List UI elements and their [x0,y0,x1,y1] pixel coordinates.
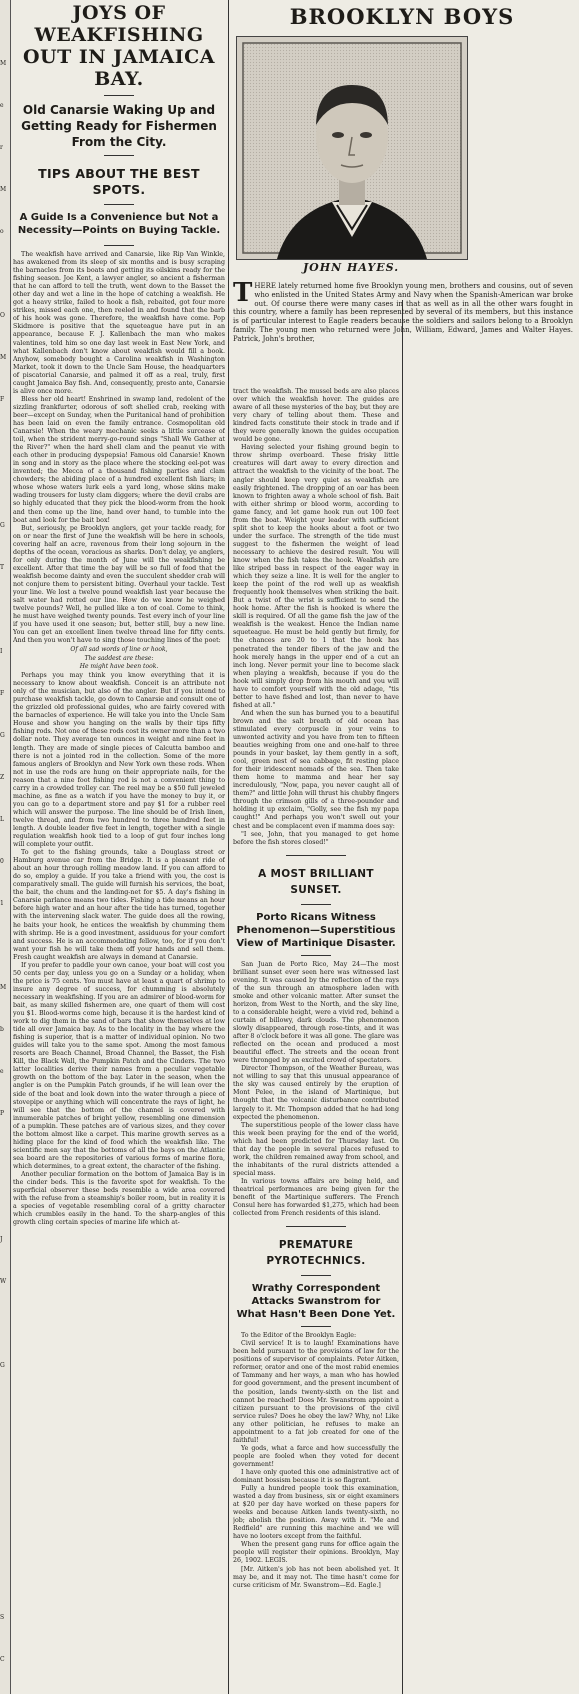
margin-letter: C [0,1656,5,1663]
paragraph: To the Editor of the Brooklyn Eagle: [241,1332,357,1340]
divider [104,245,134,246]
paragraph: Bless her old heart! Enshrined in swamp land, redolent of the sizzling frankfurter, odorous of soft shelled crab, reeking with beer—except on Sunday, when the Puritanical hand of prohibition has been laid on even the family entrance. Cosmopolitan old Canarsie! When the weary mechanic seeks a little surcease of toil, when the strident merry-go-round sings "Shall We Gather at the River?" when the hard shell clam and the peanut vie with each other in producing dyspepsia! Famous old Canarsie! Known in song and in story as the place where the stocking eel-pot was invented; the Mecca of a thousand fishing parties and clam chowders; the abiding place of a hundred excellent fish liars; in whose whose waters lurk eels a yard long, whose skins make wading trousers for lusty clam diggers; where the devil crabs are so highly educated that they pick the blood-worm from the hook and then come up the line, hand over hand, to tumble into the boat and look for the bait box! [13,395,225,524]
margin-letter: o [0,228,4,235]
paragraph: The superstitious people of the lower class have this week been praying for the end of the world, which had been predicted for Thursday last. On that day the people in several places refused to work, the children remained away from school, and the inhabitants of the rural districts attended a special mass. [233,1121,399,1177]
margin-letter: J [0,1236,3,1243]
intro-text: HERE lately returned home five Brooklyn young men, brothers and cousins, out of seven who enlisted in the United States Army and Navy when the Spanish-American war broke out. Of course there were many cases in that as well as in all the other wars fought in this country, where a family has been represented by several of its members, but this instance is of particular interest to Eagle readers because the soldiers and sailors belong to a Brooklyn family. The young men who returned were John, William, Edward, James and Walter Hayes. Patrick, John's brother, [233,282,573,343]
margin-letter: 1 [0,900,4,907]
paragraph: But, seriously, pe Brooklyn anglers, get your tackle ready, for on or near the first of June the weakfish will be here in schools, covering half an acre, ravenous from their long sojourn in the depths of the ocean, voracious as sharks. Don't delay, ye anglers, for only during the month of June will the weakfishing be excellent. After that time the bay will be so full of food that the weakfish become dainty and even the succulent shedder crab will not conjure them to persistent biting. Overhaul your tackle. Test your line. We lost a twelve pound weakfish last year because the salt water had rotted our line. How do we know he weighed twelve pounds? Well, he pulled like a ton of coal. Come to think, he must have weighed twenty pounds. Test every inch of your line if you have used it one season; but, better still, buy a new line. You can get an excellent linen twelve thread line for fifty cents. And then you won't have to sing those touching lines of the poet: [13,524,225,645]
margin-letter: S [0,1614,5,1621]
margin-letter: M [0,984,7,991]
verse-line: He might have been took. [79,663,159,671]
margin-strip [0,0,11,1694]
divider [286,1226,346,1227]
headline-line-2: OUT IN JAMAICA BAY. [23,46,215,90]
portrait-photo [236,36,468,260]
drop-cap: T [233,282,253,308]
article-body [13,251,225,1227]
margin-letter: O [0,312,5,319]
pyrotechnics-headline: PREMATURE PYROTECHNICS. [266,1239,366,1268]
margin-letter: P [0,1110,5,1117]
paragraph: [Mr. Aitken's job has not been abolished yet. It may be, and it may not. The time hasn't come for curse criticism of Mr. Swanstrom—Ed. Eagle.] [233,1565,399,1589]
margin-letter: r [0,144,3,151]
divider [104,155,134,156]
paragraph: In various towns affairs are being held, and theatrical performances are being given for the benefit of the Martinique sufferers. The French Consul here has forwarded $1,275, which had been collected from French residents of this island. [233,1177,399,1218]
column-rule-left [228,0,229,1694]
verse-line: The saddest are these: [84,654,154,662]
headline-line-1: JOYS OF WEAKFISHING [34,2,204,46]
pyrotechnics-body [233,1332,399,1590]
margin-letter: W [0,1278,7,1285]
margin-letter: b [0,1026,4,1033]
middle-column [233,388,399,1692]
sunset-headline: A MOST BRILLIANT SUNSET. [258,867,374,896]
paragraph: Civil service! It is to laugh! Examinations have been held pursuant to the provisions of law for the positions of supervisor of complaints. Peter Aitken, reformer, orator and one of the most rabid enemies of Tammany and her ways, a man who has howled for good government, and the present incumbent of the position, lands twenty-sixth on the list and cannot be reached! Does Mr. Swanstrom appoint a citizen pursuant to the provisions of the civil service rules? Does he obey the law? Why, no! Like any other politician, he refuses to make an appointment to a fat job created for one of the faithful! [233,1340,399,1444]
margin-letter: Z [0,774,5,781]
margin-letter: T [0,564,5,571]
verse-line: Of all sad words of line or hook, [70,646,168,654]
sunset-body [233,961,399,1219]
paragraph: Perhaps you may think you know everything that it is necessary to know about weakfish. Conceit is an attribute not only of the musician, but also of the angler. But if you intend to purchase weakfish tackle, go down to Canarsie and consult one of the grizzled old professional guides, who are fairly covered with the barnacles of experience. He will take you into the Uncle Sam House and show you hanging on the walls by their tips fifty fishing rods. Not one of these rods cost its owner more than a two dollar note. They average ten ounces in weight and nine feet in length. They are made of single pieces of Calcutta bamboo and there is not a jointed rod in the collection. Some of the more famous anglers of Brooklyn and New York own these rods. When not in use the rods are hung on their appropriate nails, for the reason that a nine foot fishing rod is not a convenient thing to carry in a crowded trolley car. The reel may be a $50 full jeweled machine, as fine as a watch if you have the money to buy it, or you can go to a department store and pay $1 for a rubber reel which will answer the purpose. The line should be of Irish linen, twelve thread, and from two hundred to three hundred feet in length. A double leader five feet in length, together with a single regulation weakfish hook tied to a loop of gut four inches long will complete your outfit. [13,672,225,849]
left-article [13,2,225,1692]
deck: A Guide Is a Convenience but Not a Necessity—Points on Buying Tackle. [17,212,221,236]
margin-letter: e [0,102,4,109]
divider [301,955,331,956]
divider [301,904,331,905]
paragraph: I have only quoted this one administrative act of dominant bossism because it is so flagrant. [233,1468,399,1485]
paragraph: Fully a hundred people took this examination, wasted a day from business, six or eight examiners at $20 per day have worked on these papers for weeks and because Aitken lands twenty-sixth, no job; abolish the position. Away with it. "Me and Redfield" are running this machine and we will have no looters except from the faithful. [233,1485,399,1541]
subheadline: Old Canarsie Waking Up and Getting Ready for Fishermen From the City. [21,103,217,149]
margin-letter: e [0,1068,4,1075]
pyrotechnics-subheadline: Wrathy Correspondent Attacks Swanstrom for What Hasn't Been Done Yet. [236,1283,396,1321]
margin-letter: 0 [0,858,4,865]
photo-caption: JOHN HAYES. [302,261,400,274]
margin-letter: G [0,1362,5,1369]
margin-letter: M [0,186,7,193]
margin-letter: M [0,354,7,361]
sunset-subheadline: Porto Ricans Witness Phenomenon—Superstitious View of Martinique Disaster. [236,911,396,949]
masthead: BROOKLYN BOYS [289,4,515,29]
divider [286,855,346,856]
paragraph: And when the sun has burned you to a beautiful brown and the salt breath of old ocean has stimulated every corpuscle in your veins to unwonted activity and you have from ten to fifteen beauties weighing from one and one-half to three pounds in your basket, lay them gently in a soft, cool, green nest of sea cabbage, fit resting place for their iridescent nomads of the sea. Then take them home to mamma and hear her say incredulously, "Now, papa, you never caught all of them?" and little John will thrust his chubby fingers through the crimson gills of a three-pounder and holding it up exclaim, "Golly, see the fish my papa caught!" And perhaps you won't swell out your chest and be complacent even if mamma does say: [233,709,399,830]
margin-letter: G [0,522,5,529]
paragraph: San Juan de Porto Rico, May 24—The most brilliant sunset ever seen here was witnessed last evening. It was caused by the reflection of the rays of the sun through an atmosphere laden with smoke and other volcanic matter. After sunset the horizon, from West to the North, and the sky line, to a considerable height, were a vivid red, behind a curtain of billowy, dark clouds. The phenomenon slowly disappeared, through rose-tints, and it was after 8 o'clock before it was all gone. The glare was reflected on the ocean and produced a most beautiful effect. The streets and the ocean front were thronged by an excited crowd of spectators. [233,960,399,1065]
portrait-illustration [237,37,467,259]
margin-letter: F [0,396,5,403]
paragraph: If you prefer to paddle your own canoe, your boat will cost you 50 cents per day, unless you go on a Sunday or a holiday, when the price is 75 cents. You must have at least a quart of shrimp to insure any degree of success, for chumming is absolutely necessary in weakfishing. If you are an admirer of blood-worm for bait, as many skilled fishermen are, one quart of them will cost you $1. Blood-worms come high, because it is the hardest kind of work to dig them in the sand of bars that show themselves at low tide all over Jamaica bay. As to the locality in the bay where the fishing is superior, that is a matter of individual opinion. No two guides will take you to the same spot. Among the most famous resorts are Beach Channel, Broad Channel, the Basset, the Fish Kill, the Black Wall, the Pumpkin Patch and the Cinders. The two latter localities derive their names from a peculiar vegetable growth on the bottom of the bay. Later in the season, when the angler is on the Pumpkin Patch grounds, if he will lean over the side of the boat and look down into the water through a piece of stovepipe or anything which will concentrate the rays of light, he will see that the bottom of the channel is covered with innumerable patches of bright yellow, resembling one dimension of a pumpkin. These patches are of various sizes, and they cover the bottom almost like a carpet. This marine growth serves as a hiding place for the kind of food which the weakfish like. The scientific men say that the bottoms of all the bays on the Atlantic sea board are the repositories of various forms of marine flora, which determines, to a great extent, the character of the fishing. [13,961,225,1170]
brooklyn-boys-article [233,282,573,382]
divider [104,95,134,96]
margin-letter: M [0,60,7,67]
paragraph: Ye gods, what a farce and how successfully the people are fooled when they voted for decent government! [233,1444,399,1468]
right-blank-column [406,388,573,1692]
section-heading: TIPS ABOUT THE BEST SPOTS. [38,166,200,197]
divider [301,1275,331,1276]
margin-letter: F [0,690,5,697]
paragraph: To get to the fishing grounds, take a Douglass street or Hamburg avenue car from the Bridge. It is a pleasant ride of about an hour through rolling meadow land. If you can afford to do so, employ a guide. If you take a friend with you, the cost is comparatively small. The guide will furnish his services, the boat, the bait, the chum and the landing-net for $5. A day's fishing in Canarsie parlance means two tides. Fishing a tide means an hour before high water and an hour after the tide has turned, together with the intervening slack water. The guide does all the rowing, he baits your hook, he entices the weakfish by chumming them with shrimp. He is a good investment, assiduous for your comfort and success. He is an accommodating fellow, too, for if you don't want your fish he will take them off your hands and sell them. Fresh caught weakfish are always in demand at Canarsie. [13,849,225,961]
margin-letter: I [0,648,3,655]
article-continuation [233,388,399,847]
divider [301,1326,331,1327]
column-rule-middle [402,300,403,1694]
divider [104,204,134,205]
paragraph: "I see, John, that you managed to get home before the fish stores closed!" [233,830,399,846]
margin-letter: L [0,816,4,823]
paragraph: Director Thompson, of the Weather Bureau, was not willing to say that this unusual appearance of the sky was caused entirely by the eruption of Mont Pelee, in the island of Martinique, but thought that the volcanic disturbance contributed largely to it. Mr. Thompson added that he had long expected the phenomenon. [233,1065,399,1121]
paragraph: The weakfish have arrived and Canarsie, like Rip Van Winkle, has awakened from its sleep of six months and is busy scraping the barnacles from its boats and getting its oilskins ready for the fishing season. Joe Kent, a lawyer angler, so ancient a fisherman that he can afford to tell the truth, went down to the Basset the other day and wet a line in the hope of catching a weakfish. He got a heavy strike, failed to hook a fish, rebaited, got four more strikes, missed each one, then reeled in and found that the barb of his hook was gone. Therefore, the weakfish have come. Pop Skidmore is positive that the squeteague have put in an appearance, because F. J. Kallenbach the man who makes valentines, told him so one day last week in East New York, and what Kallenbach don't know about weakfish would fill a book. Anyhow, somebody bought a Carolina weakfish in Washington Market, took it down to the Uncle Sam House, the headquarters of piscatorial Canarsie, and palmed it off as a real, truly, first caught Jamaica Bay fish. And, consequently, presto ante, Canarsie is alive once more. [13,251,225,395]
paragraph: tract the weakfish. The mussel beds are also places over which the weakfish hover. The guides are aware of all these mysteries of the bay, but they are very chary of telling about them. These and kindred facts constitute their stock in trade and if they were generally known the guides occupation would be gone. [233,388,399,444]
paragraph: When the present gang runs for office again the people will register their opinions. Brooklyn, May 26, 1902. LEGIS. [233,1541,399,1565]
paragraph: Another peculiar formation on the bottom of Jamaica Bay is in the cinder beds. This is the favorite spot for weakfish. To the superficial observer these beds resemble a wide area covered with the refuse from a steamship's boiler room, but in reality it is a species of vegetable resembling coral of a gritty character which crumbles easily in the hand. To the sharp-angles of this growth cling certain species of marine life which at- [13,1170,225,1227]
margin-letter: G [0,732,5,739]
paragraph: Having selected your fishing ground begin to throw shrimp overboard. These frisky little creatures will dart away to every direction and attract the weakfish to the vicinity of the boat. The angler should keep very quiet as weakfish are easily frightened. The dropping of an oar has been known to frighten away a whole school of fish. Bait with either shrimp or blood worm, according to game fancy, and let game hook run out 100 feet from the boat. Weight your leader with sufficient split shot to keep the hooks about a foot or two under the surface. The strength of the tide must suggest to the fishermen the weight of lead necessary to achieve the desired result. You will know when the fish takes the hook. Weakfish are like striped bass in respect of the eager way in which they seize a line. It is well for the angler to keep the point of the rod well up as weakfish frequently hook themselves when striking the bait. But a twist of the wrist is sufficient to send the hook home. After the fish is hooked is where the skill is required. Of all the game fish the jaw of the weakfish is the weakest. Hence the Indian name squeteague. He must be held gently but firmly, for the chances are 20 to 1 that the hook has penetrated the tender fibers of the jaw and the hook merely hangs in the upper end of a cut an inch long. Never permit your line to become slack when playing a weakfish, because if you do the hook will simply drop from his mouth and you will have to comfort yourself with the old adage, "tis better to have fished and lost, than never to have fished at all." [233,444,399,709]
